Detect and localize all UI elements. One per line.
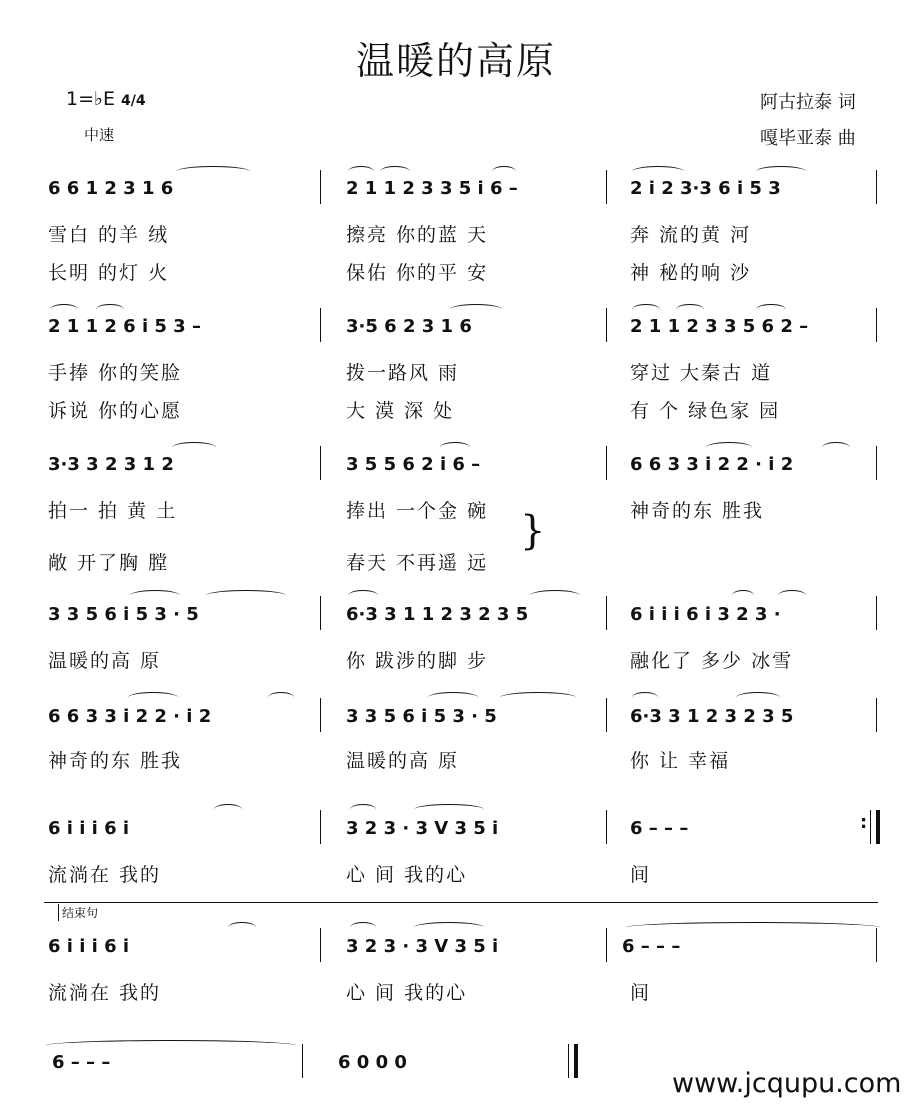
slur [414,804,484,815]
barline [876,170,877,204]
barline [606,810,607,844]
barline [876,308,877,342]
slur [440,442,470,453]
notes-measure: 3 2 3 · 3 V 3 5 i [346,818,499,839]
lyricist-credit: 阿古拉泰 词 [760,92,856,113]
slur [632,166,684,177]
barline [320,810,321,844]
lyrics-line: 流淌在 我的 [48,982,162,1004]
notes-measure: 3 5 5 6 2 i 6 – [346,454,481,475]
slur [676,304,704,315]
lyrics-line: 流淌在 我的 [48,864,162,886]
lyrics-line: 神奇的东 胜我 [48,750,183,772]
lyrics-line: 长明 的灯 火 [48,262,170,284]
slur [380,166,410,177]
lyrics-line: 擦亮 你的蓝 天 [346,224,489,246]
tempo-marking: 中速 [84,126,115,144]
notes-measure: 6 0 0 0 [338,1052,407,1073]
final-barline [574,1044,578,1078]
slur [350,922,376,933]
lyrics-line: 神 秘的响 沙 [630,262,752,284]
notes-measure: 3·5 6 2 3 1 6 [346,316,472,337]
watermark-url: www.jcqupu.com [672,1068,902,1099]
slur [732,590,754,601]
notes-measure: 6 – – – [622,936,681,957]
lyrics-line: 手捧 你的笑脸 [48,362,183,384]
notes-measure: 6 6 3 3 i 2 2 · i 2 [48,706,212,727]
barline [320,698,321,732]
notes-measure: 6 – – – [52,1052,111,1073]
slur [350,804,376,815]
song-title: 温暖的高原 [355,39,556,83]
slur [500,692,576,703]
barline [876,596,877,630]
slur [632,692,658,703]
time-signature: 4/4 [121,93,146,109]
slur [206,590,286,601]
notes-measure: 2 1 1 2 6 i 5 3 – [48,316,201,337]
barline [568,1044,569,1078]
lyrics-line: 春天 不再遥 远 [346,552,489,574]
barline [320,308,321,342]
notes-measure: 3 3 5 6 i 5 3 · 5 [48,604,199,625]
notes-measure: 6 6 1 2 3 1 6 [48,178,174,199]
notes-measure: 6 i i i 6 i [48,936,130,957]
lyrics-line: 雪白 的羊 绒 [48,224,170,246]
slur [756,304,786,315]
slur [172,442,216,453]
lyrics-line: 有 个 绿色家 园 [630,400,781,422]
barline [606,596,607,630]
slur [176,166,250,177]
slur [492,166,516,177]
slur [778,590,806,601]
lyrics-line: 捧出 一个金 碗 [346,500,489,522]
ending-bracket [44,902,878,903]
barline [606,698,607,732]
slur [96,304,124,315]
barline [606,446,607,480]
barline [876,928,877,962]
final-barline [876,810,880,844]
slur [450,304,502,315]
lyrics-line: 间 [630,982,652,1004]
slur [414,922,484,933]
notes-measure: 2 1 1 2 3 3 5 i 6 – [346,178,518,199]
lyrics-line: 心 间 我的心 [346,864,468,886]
slur [756,166,806,177]
lyrics-line: 敞 开了胸 膛 [48,552,170,574]
notes-measure: 3·3 3 2 3 1 2 [48,454,174,475]
slur [214,804,242,815]
lyrics-line: 温暖的高 原 [48,650,162,672]
key-signature [66,88,146,110]
ending-label: 结束句 [58,904,98,921]
notes-measure: 3 2 3 · 3 V 3 5 i [346,936,499,957]
verse-brace: } [520,508,546,554]
slur [428,692,478,703]
barline [320,928,321,962]
tie [626,922,880,933]
lyrics-line: 奔 流的黄 河 [630,224,752,246]
slur [706,442,752,453]
barline [606,170,607,204]
slur [50,304,78,315]
slur [530,590,580,601]
composer-credit: 嘎毕亚泰 曲 [760,128,856,149]
notes-measure: 6 i i i 6 i [48,818,130,839]
notes-measure: 6 i i i 6 i 3 2 3 · [630,604,781,625]
slur [130,590,180,601]
lyrics-line: 间 [630,864,652,886]
lyrics-line: 温暖的高 原 [346,750,460,772]
notes-measure: 6·3 3 1 1 2 3 2 3 5 [346,604,529,625]
barline [606,928,607,962]
notes-measure: 6 6 3 3 i 2 2 · i 2 [630,454,794,475]
repeat-dots: : [860,812,868,833]
slur [632,304,660,315]
notes-measure: 2 i 2 3·3 6 i 5 3 [630,178,781,199]
barline [606,308,607,342]
slur [348,166,374,177]
lyrics-line: 你 让 幸福 [630,750,731,772]
lyrics-line: 保佑 你的平 安 [346,262,489,284]
tie [46,1040,296,1051]
lyrics-line: 拨一路风 雨 [346,362,460,384]
lyrics-line: 你 跋涉的脚 步 [346,650,489,672]
barline [320,170,321,204]
lyrics-line: 神奇的东 胜我 [630,500,765,522]
slur [128,692,178,703]
slur [228,922,256,933]
slur [822,442,850,453]
lyrics-line: 穿过 大秦古 道 [630,362,773,384]
key-note: ♭E [94,88,115,110]
slur [736,692,780,703]
barline [320,446,321,480]
notes-measure: 2 1 1 2 3 3 5 6 2 – [630,316,809,337]
barline [302,1044,303,1078]
lyrics-line: 大 漠 深 处 [346,400,455,422]
slur [268,692,294,703]
key-label: 1= [66,88,95,110]
barline [876,698,877,732]
notes-measure: 6·3 3 1 2 3 2 3 5 [630,706,794,727]
notes-measure: 6 – – – [630,818,689,839]
lyrics-line: 拍一 拍 黄 土 [48,500,178,522]
barline [876,446,877,480]
notes-measure: 3 3 5 6 i 5 3 · 5 [346,706,497,727]
barline [870,810,871,844]
barline [320,596,321,630]
lyrics-line: 心 间 我的心 [346,982,468,1004]
lyrics-line: 融化了 多少 冰雪 [630,650,794,672]
slur [348,590,378,601]
lyrics-line: 诉说 你的心愿 [48,400,183,422]
